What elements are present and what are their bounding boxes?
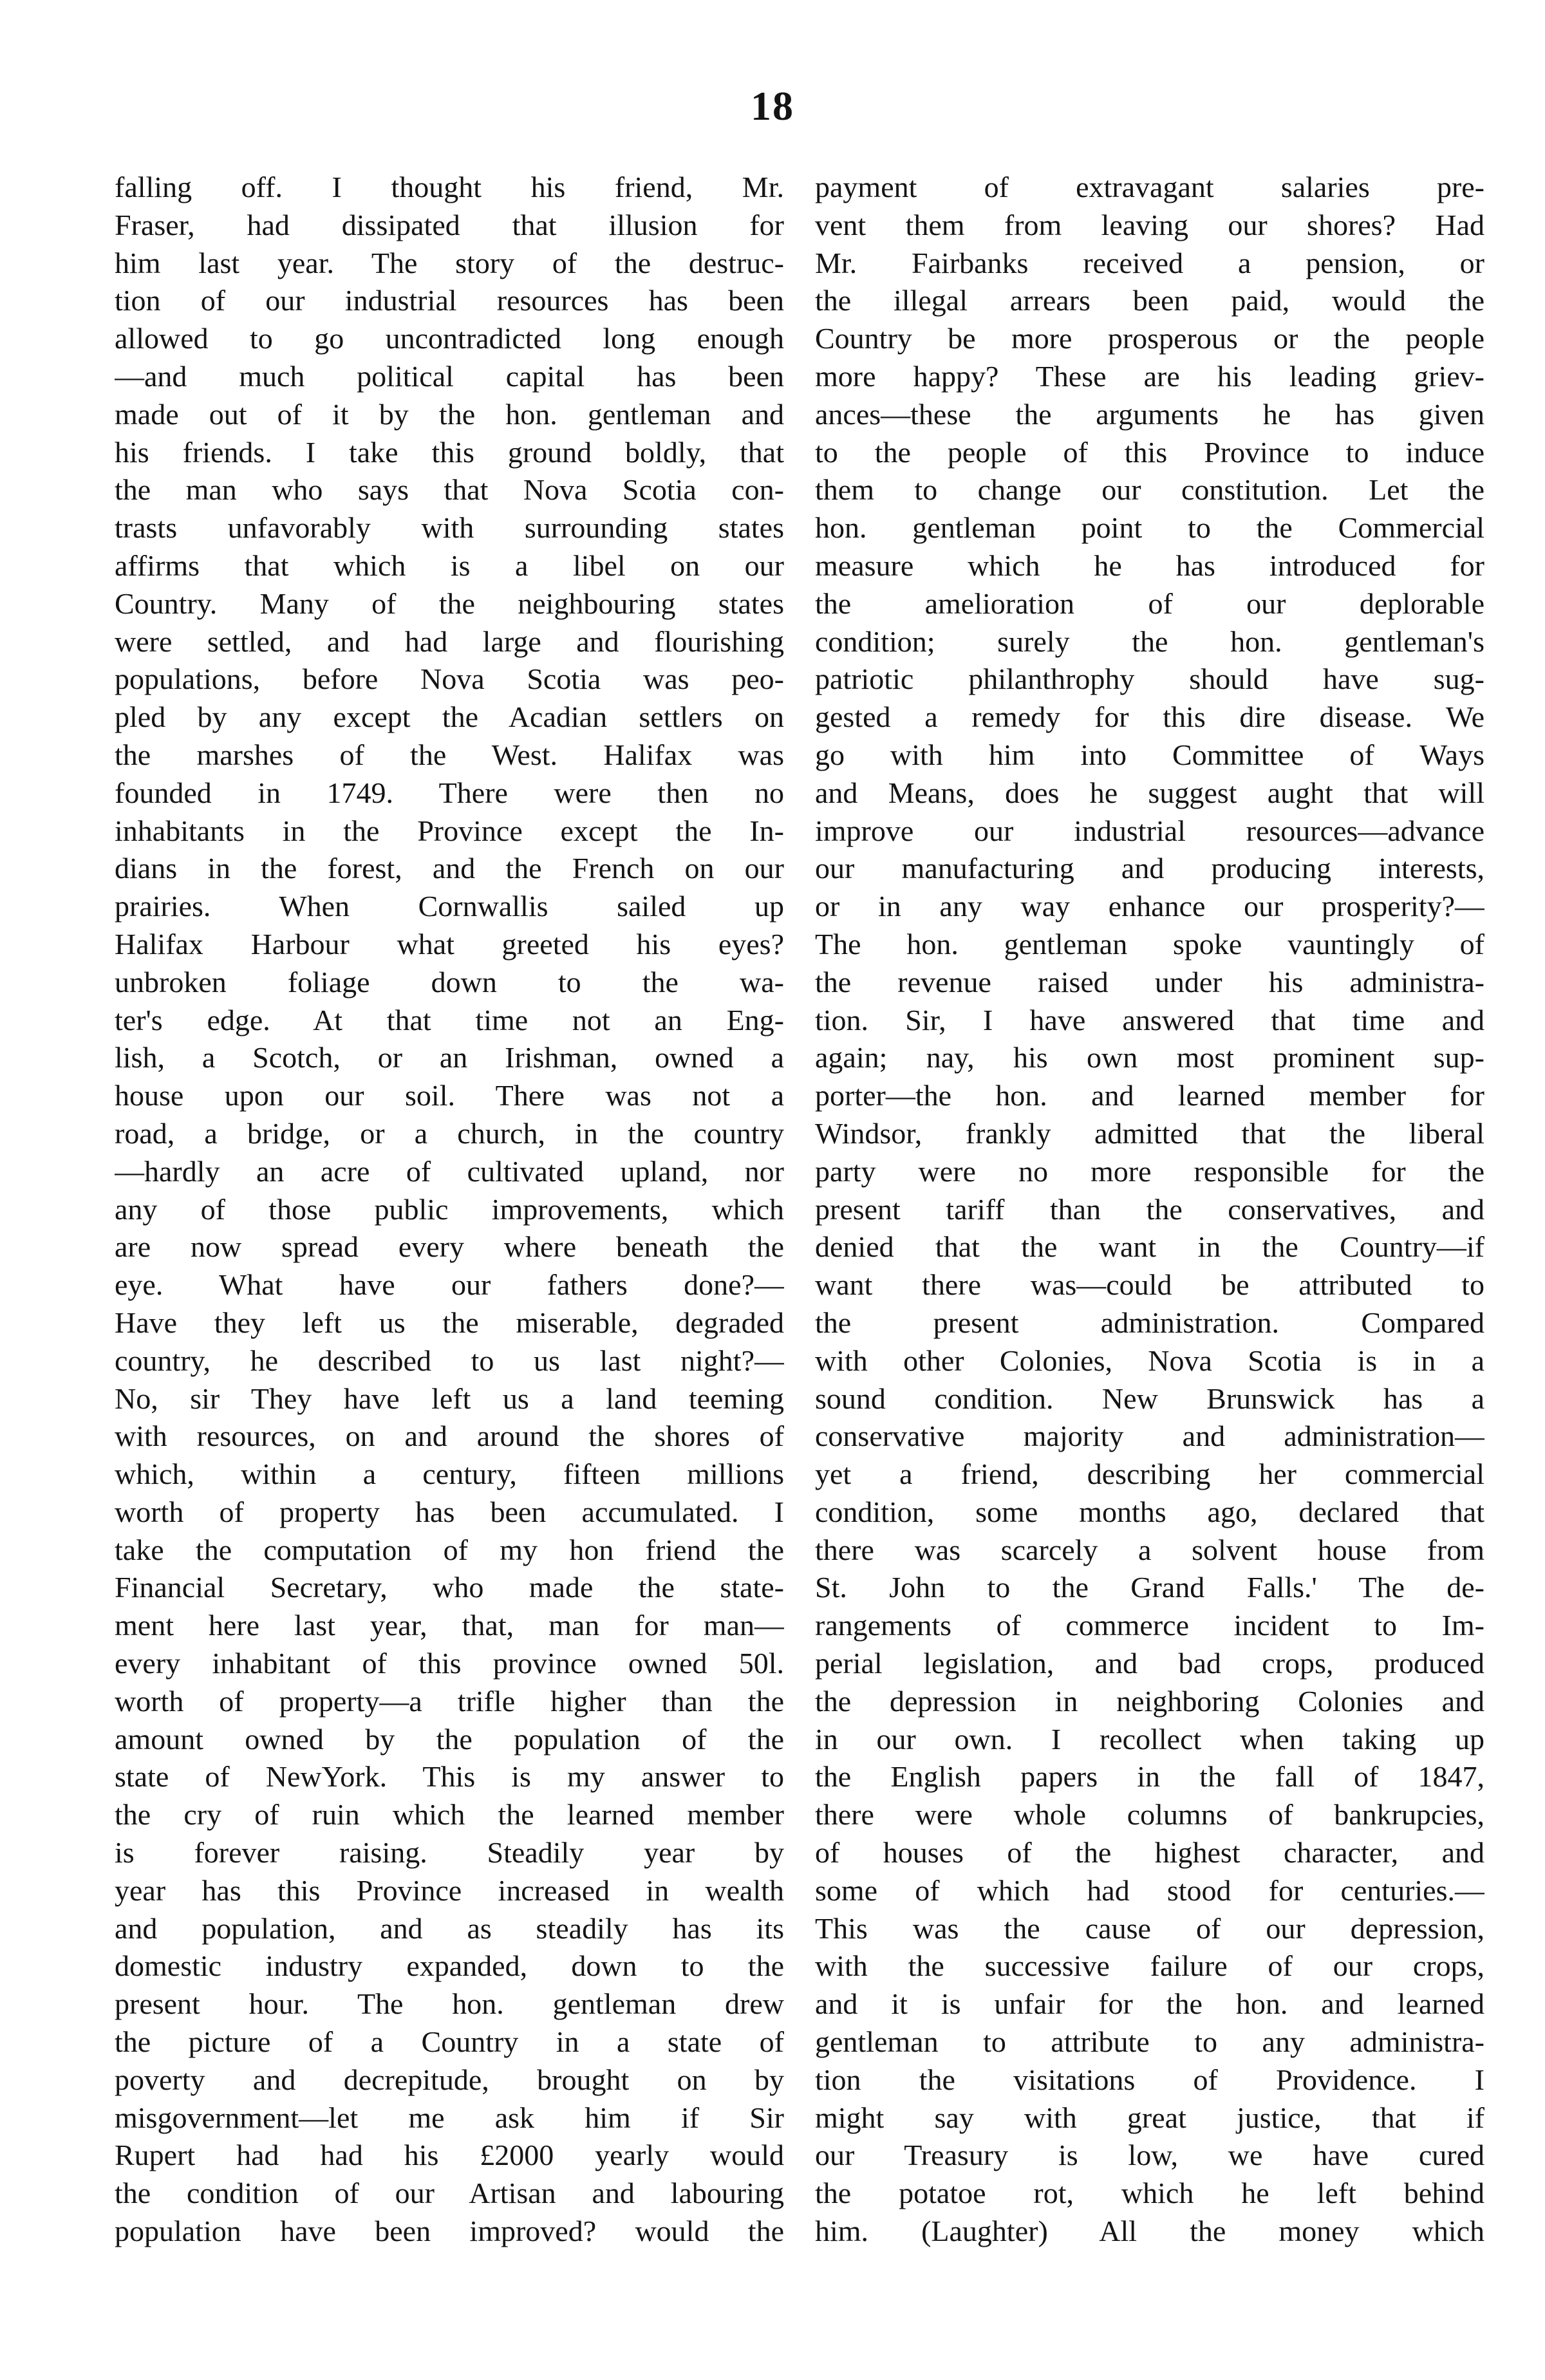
text-line: dians in the forest, and the French on our (115, 852, 784, 885)
text-line: are now spread every where beneath the (115, 1230, 784, 1264)
text-line: tion the visitations of Providence. I (815, 2063, 1484, 2096)
text-column-right (815, 169, 1484, 2319)
text-line: country, he described to us last night?— (115, 1344, 784, 1377)
text-line: the depression in neighboring Colonies and (815, 1684, 1484, 1718)
text-line: improve our industrial resources—advance (815, 814, 1484, 847)
text-line: patriotic philanthrophy should have sug- (815, 662, 1484, 696)
text-line: Mr. Fairbanks received a pension, or (815, 246, 1484, 279)
text-line: condition; surely the hon. gentleman's (815, 624, 1484, 658)
text-line: perial legislation, and bad crops, produced (815, 1647, 1484, 1680)
text-line: his friends. I take this ground boldly, that (115, 435, 784, 469)
text-line: and Means, does he suggest aught that will (815, 776, 1484, 809)
text-line: tion of our industrial resources has been (115, 284, 784, 317)
text-line: eye. What have our fathers done?— (115, 1268, 784, 1302)
text-line: Halifax Harbour what greeted his eyes? (115, 927, 784, 960)
text-line: Financial Secretary, who made the state- (115, 1571, 784, 1604)
text-line: state of NewYork. This is my answer to (115, 1760, 784, 1794)
page-number: 18 (751, 83, 794, 129)
text-line: the revenue raised under his administra- (815, 965, 1484, 998)
text-line: the man who says that Nova Scotia con- (115, 473, 784, 507)
text-line: him. (Laughter) All the money which (815, 2215, 1484, 2248)
text-line: present tariff than the conservatives, and (815, 1192, 1484, 1226)
text-line: and population, and as steadily has its (115, 1911, 784, 1945)
text-line: affirms that which is a libel on our (115, 548, 784, 582)
text-line: might say with great justice, that if (815, 2101, 1484, 2134)
text-line: some of which had stood for centuries.— (815, 1873, 1484, 1907)
text-line: the illegal arrears been paid, would the (815, 284, 1484, 317)
text-line: yet a friend, describing her commercial (815, 1457, 1484, 1491)
text-line: and it is unfair for the hon. and learned (815, 1987, 1484, 2021)
text-line: any of those public improvements, which (115, 1192, 784, 1226)
text-line: denied that the want in the Country—if (815, 1230, 1484, 1264)
text-line: amount owned by the population of the (115, 1722, 784, 1756)
text-line: Fraser, had dissipated that illusion for (115, 208, 784, 241)
text-line: every inhabitant of this province owned 50l. (115, 1647, 784, 1680)
text-line: payment of extravagant salaries pre- (815, 171, 1484, 203)
text-line: population have been improved? would the (115, 2215, 784, 2248)
text-line: want there was—could be attributed to (815, 1268, 1484, 1302)
text-line: with resources, on and around the shores of (115, 1420, 784, 1453)
text-line: again; nay, his own most prominent sup- (815, 1041, 1484, 1074)
text-line: gentleman to attribute to any administra- (815, 2025, 1484, 2059)
text-line: worth of property—a trifle higher than the (115, 1684, 784, 1718)
text-line: vent them from leaving our shores? Had (815, 208, 1484, 241)
text-line: road, a bridge, or a church, in the country (115, 1116, 784, 1150)
text-line: St. John to the Grand Falls.' The de- (815, 1571, 1484, 1604)
text-line: gested a remedy for this dire disease. We (815, 700, 1484, 734)
text-line: The hon. gentleman spoke vauntingly of (815, 927, 1484, 960)
text-line: of houses of the highest character, and (815, 1836, 1484, 1869)
text-line: is forever raising. Steadily year by (115, 1836, 784, 1869)
text-line: ter's edge. At that time not an Eng- (115, 1003, 784, 1036)
text-line: which, within a century, fifteen millions (115, 1457, 784, 1491)
text-line: worth of property has been accumulated. I (115, 1495, 784, 1528)
text-line: the marshes of the West. Halifax was (115, 738, 784, 771)
text-line: with the successive failure of our crops, (815, 1949, 1484, 1983)
text-line: founded in 1749. There were then no (115, 776, 784, 809)
text-line: rangements of commerce incident to Im- (815, 1609, 1484, 1642)
text-line: the condition of our Artisan and labouring (115, 2177, 784, 2210)
text-line: Have they left us the miserable, degraded (115, 1306, 784, 1339)
text-line: him last year. The story of the destruc- (115, 246, 784, 279)
text-line: party were no more responsible for the (815, 1154, 1484, 1188)
text-line: the potatoe rot, which he left behind (815, 2177, 1484, 2210)
text-line: to the people of this Province to induce (815, 435, 1484, 469)
text-line: our manufacturing and producing interests, (815, 852, 1484, 885)
text-line: the present administration. Compared (815, 1306, 1484, 1339)
text-line: Country be more prosperous or the people (815, 322, 1484, 355)
text-line: Rupert had had his £2000 yearly would (115, 2139, 784, 2172)
text-line: or in any way enhance our prosperity?— (815, 890, 1484, 923)
text-line: misgovernment—let me ask him if Sir (115, 2101, 784, 2134)
text-line: the picture of a Country in a state of (115, 2025, 784, 2059)
text-line: ances—these the arguments he has given (815, 397, 1484, 431)
text-line: tion. Sir, I have answered that time and (815, 1003, 1484, 1036)
text-line: hon. gentleman point to the Commercial (815, 511, 1484, 545)
text-line: This was the cause of our depression, (815, 1911, 1484, 1945)
text-line: pled by any except the Acadian settlers on (115, 700, 784, 734)
text-line: present hour. The hon. gentleman drew (115, 1987, 784, 2021)
text-line: them to change our constitution. Let the (815, 473, 1484, 507)
text-line: conservative majority and administration— (815, 1420, 1484, 1453)
text-line: there was scarcely a solvent house from (815, 1533, 1484, 1566)
text-line: go with him into Committee of Ways (815, 738, 1484, 771)
text-line: domestic industry expanded, down to the (115, 1949, 784, 1983)
text-line: —hardly an acre of cultivated upland, nor (115, 1154, 784, 1188)
text-line: sound condition. New Brunswick has a (815, 1382, 1484, 1415)
text-line: —and much political capital has been (115, 359, 784, 393)
text-line: inhabitants in the Province except the In- (115, 814, 784, 847)
text-line: prairies. When Cornwallis sailed up (115, 890, 784, 923)
text-line: more happy? These are his leading griev- (815, 359, 1484, 393)
text-line: populations, before Nova Scotia was peo- (115, 662, 784, 696)
text-line: made out of it by the hon. gentleman and (115, 397, 784, 431)
text-line: unbroken foliage down to the wa- (115, 965, 784, 998)
text-column-left (115, 169, 784, 2319)
text-line: porter—the hon. and learned member for (815, 1079, 1484, 1112)
text-line: were settled, and had large and flourishing (115, 624, 784, 658)
text-line: in our own. I recollect when taking up (815, 1722, 1484, 1756)
text-line: measure which he has introduced for (815, 548, 1484, 582)
text-line: with other Colonies, Nova Scotia is in a (815, 1344, 1484, 1377)
text-line: Windsor, frankly admitted that the liberal (815, 1116, 1484, 1150)
text-line: falling off. I thought his friend, Mr. (115, 171, 784, 203)
text-line: lish, a Scotch, or an Irishman, owned a (115, 1041, 784, 1074)
text-line: ment here last year, that, man for man— (115, 1609, 784, 1642)
text-line: year has this Province increased in wealth (115, 1873, 784, 1907)
text-line: condition, some months ago, declared that (815, 1495, 1484, 1528)
text-line: Country. Many of the neighbouring states (115, 586, 784, 620)
text-line: house upon our soil. There was not a (115, 1079, 784, 1112)
text-line: our Treasury is low, we have cured (815, 2139, 1484, 2172)
text-line: the English papers in the fall of 1847, (815, 1760, 1484, 1794)
text-line: allowed to go uncontradicted long enough (115, 322, 784, 355)
text-line: the amelioration of our deplorable (815, 586, 1484, 620)
text-line: there were whole columns of bankrupcies, (815, 1798, 1484, 1832)
text-line: take the computation of my hon friend the (115, 1533, 784, 1566)
text-line: poverty and decrepitude, brought on by (115, 2063, 784, 2096)
text-line: No, sir They have left us a land teeming (115, 1382, 784, 1415)
text-line: trasts unfavorably with surrounding states (115, 511, 784, 545)
text-line: the cry of ruin which the learned member (115, 1798, 784, 1832)
